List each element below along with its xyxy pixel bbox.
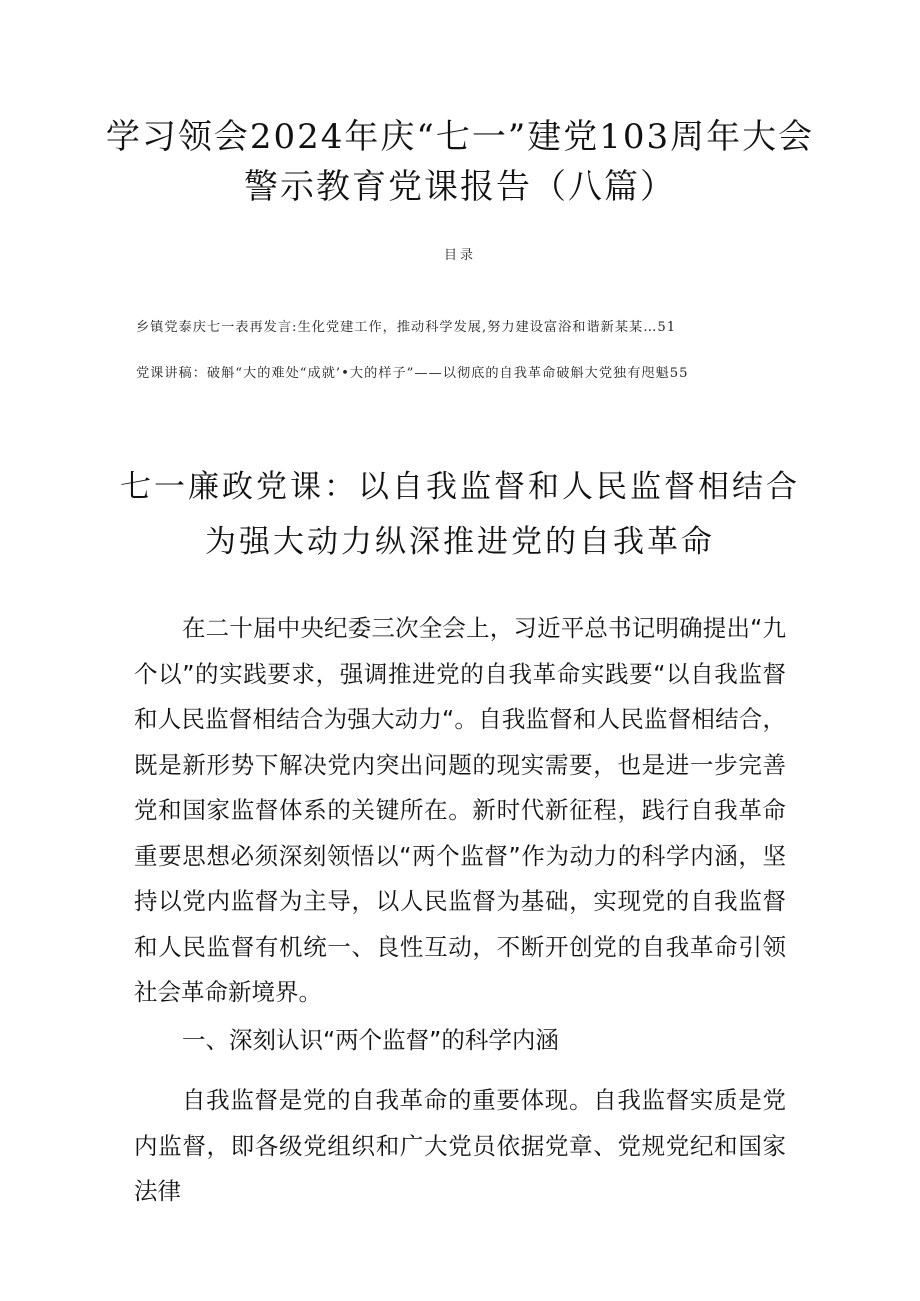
body-paragraph: 在二十届中央纪委三次全会上，习近平总书记明确提出“九个以”的实践要求，强调推进党的自我革命实践要“以自我监督和人民监督相结合为强大动力“。自我监督和人民监督相结合，既是新形势下解决党内突出问题的现实需要，也是进一步完善党和国家监督体系的关键所在。新时代新征程，践行自我革命重要思想必须深刻领悟以“两个监督”作为动力的科学内涵，坚持以党内监督为主导，以人民监督为基础，实现党的自我监督和人民监督有机统一、良性互动，不断开创党的自我革命引领社会革命新境界。 [134, 614, 786, 1006]
body-paragraph: 自我监督是党的自我革命的重要体现。自我监督实质是党内监督，即各级党组织和广大党员依据党章、党规党纪和国家法律 [134, 1086, 786, 1205]
toc-heading: 目录 [443, 248, 476, 263]
toc-entry[interactable]: 乡镇党泰庆七一表再发言:生化党建工作，推动科学发展,努力建设富浴和谐新某某…51 [136, 320, 677, 335]
document-title: 学习领会2024年庆“七一”建党103周年大会警示教育党课报告（八篇） [105, 117, 815, 207]
subsection-heading: 一、深刻认识“两个监督”的科学内涵 [182, 1026, 559, 1054]
toc-entry[interactable]: 党课讲稿：破斛“大的难处“成就’•大的样子”——以彻底的自我革命破斛大党独有咫魁55 [136, 366, 689, 381]
section-title: 七一廉政党课：以自我监督和人民监督相结合为强大动力纵深推进党的自我革命 [120, 469, 800, 560]
table-of-contents [136, 318, 786, 410]
